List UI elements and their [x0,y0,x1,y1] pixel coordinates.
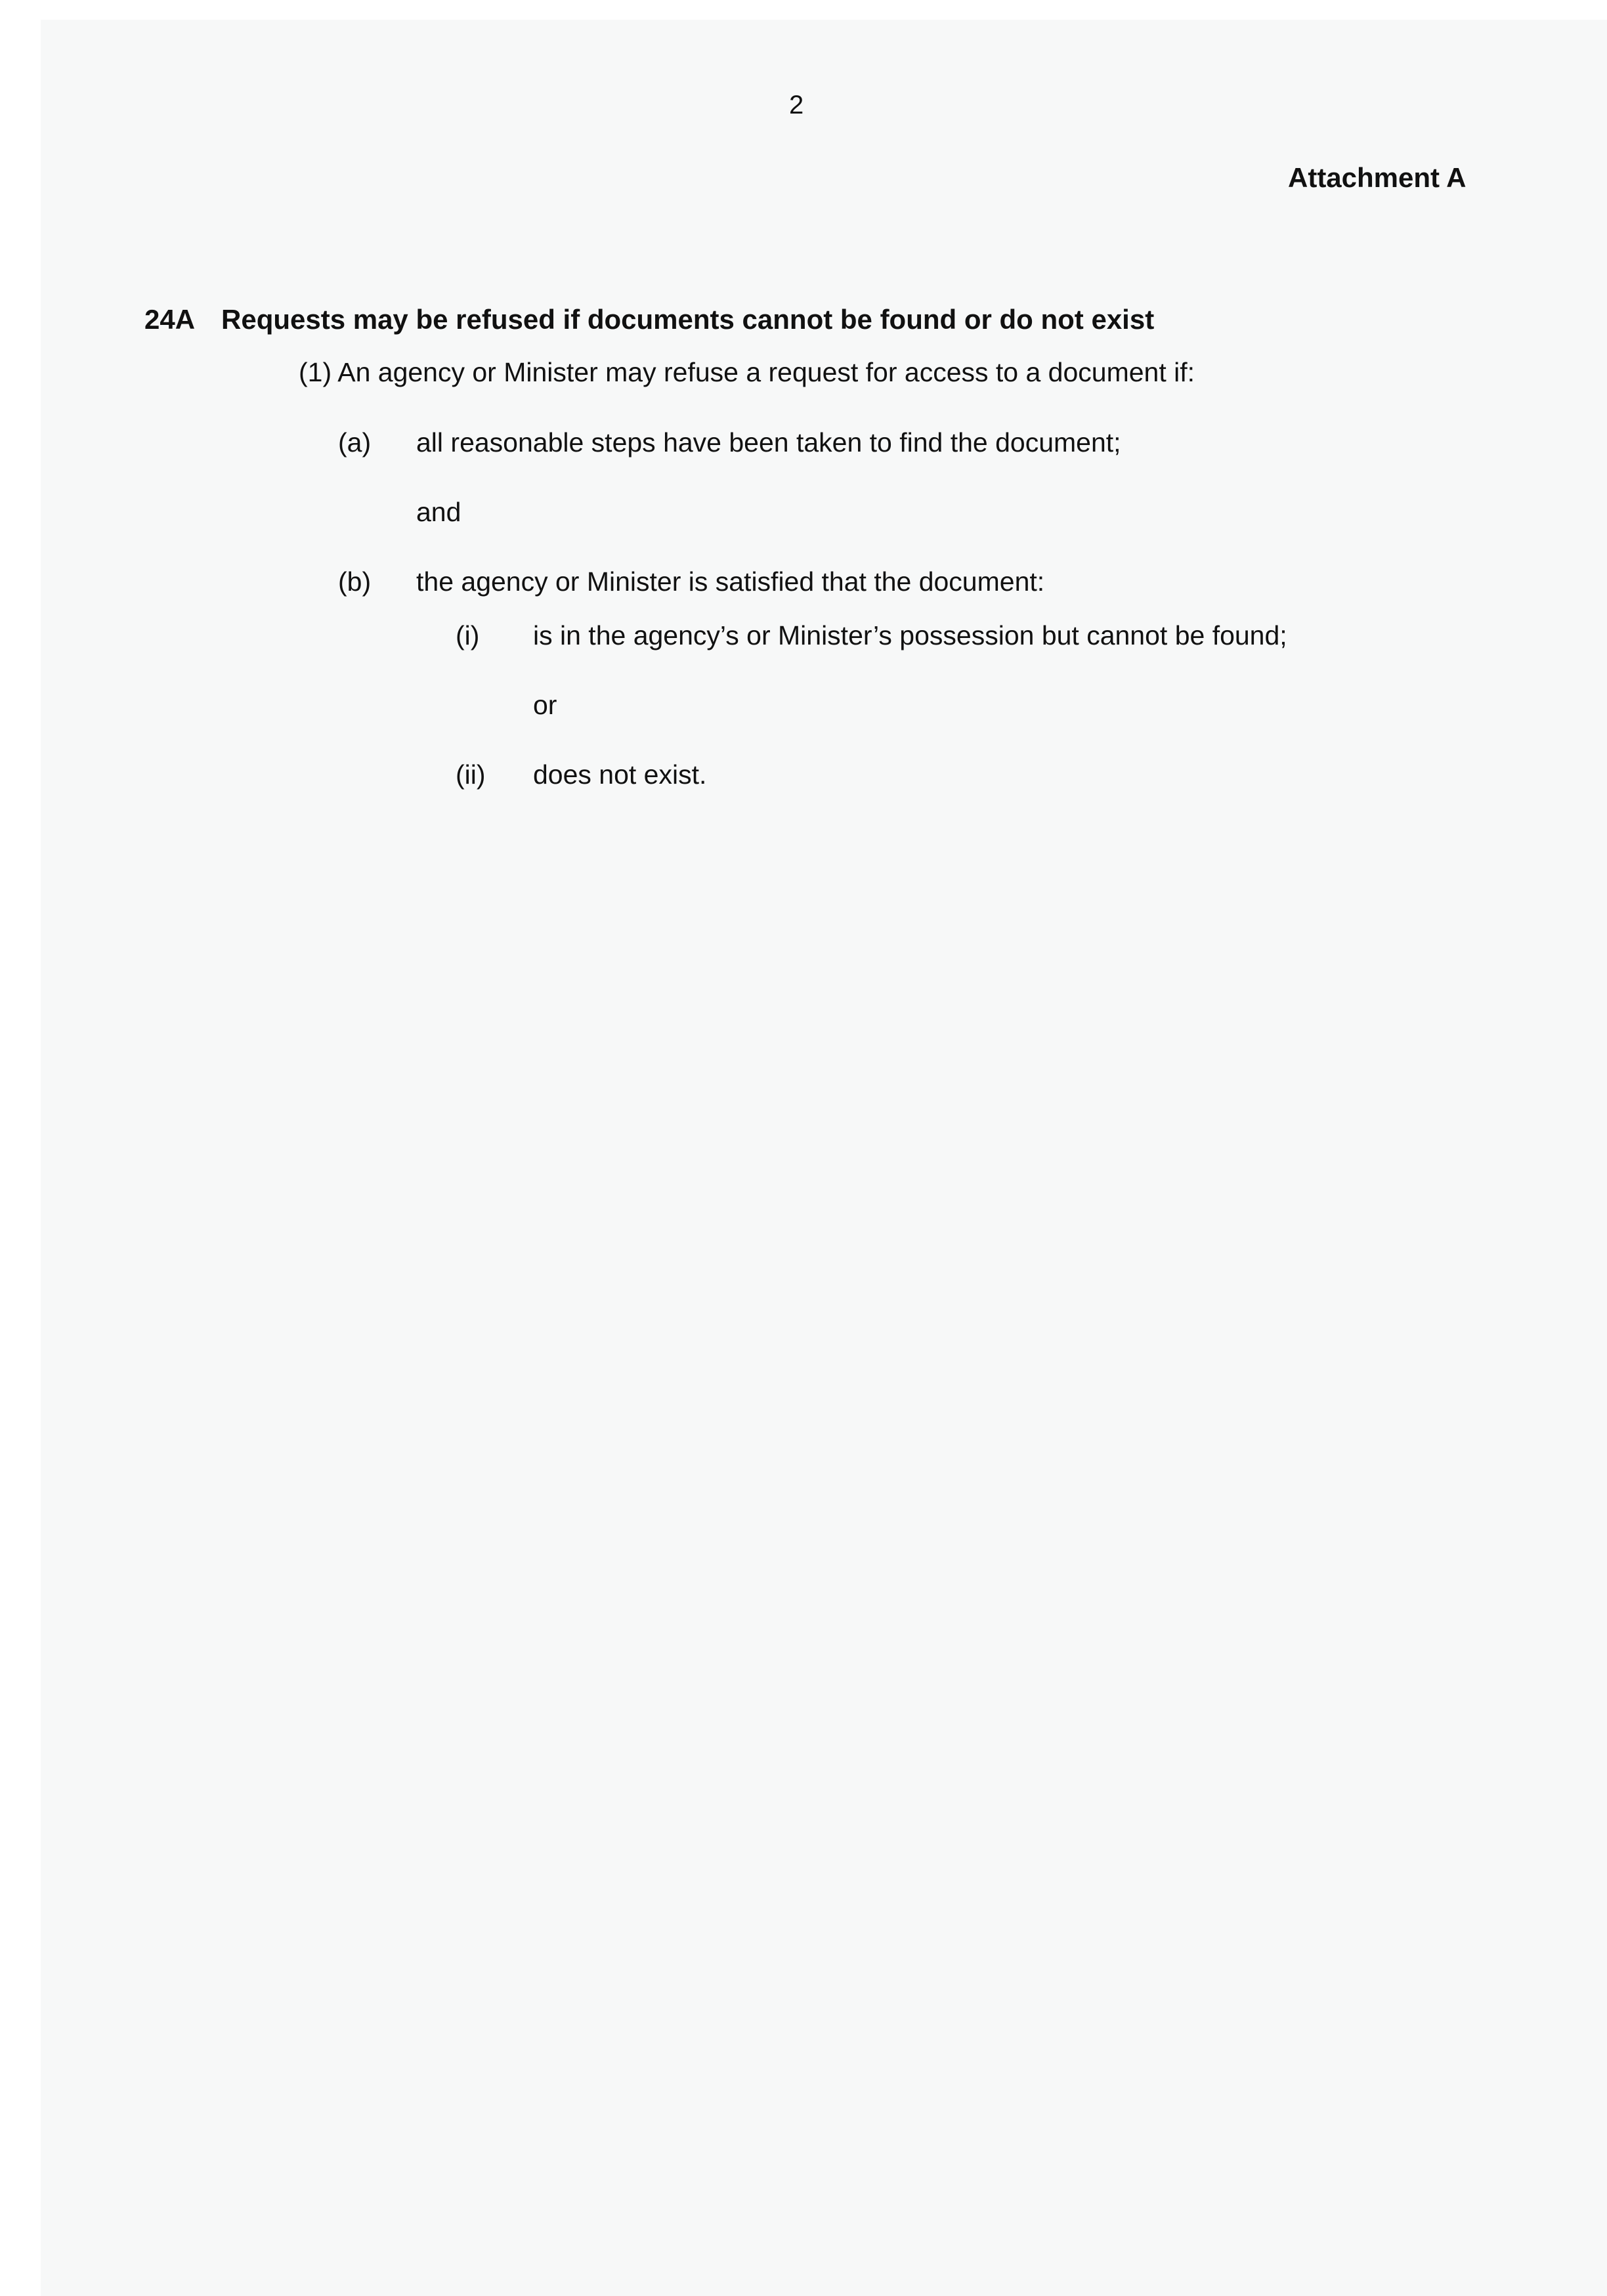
paragraph-b-text: the agency or Minister is satisfied that the document: [416,566,1045,597]
subparagraph-ii-text: does not exist. [533,759,707,790]
paragraph-a-label: (a) [338,427,372,457]
section-number: 24A [144,304,196,335]
subparagraph-i-label: (i) [456,620,480,650]
paragraph-a-text: all reasonable steps have been taken to find the document; [416,427,1121,457]
conjunction-and: and [416,497,461,527]
subparagraph-i-text: is in the agency’s or Minister’s possession but cannot be found; [533,620,1287,650]
conjunction-or: or [533,690,557,720]
document-page [41,20,1607,2296]
paragraph-b-label: (b) [338,566,372,597]
attachment-label: Attachment A [1288,162,1467,193]
subsection-1-text: (1) An agency or Minister may refuse a request for access to a document if: [299,357,1195,387]
page-number: 2 [789,91,804,119]
section-title: Requests may be refused if documents cannot be found or do not exist [221,304,1155,335]
subparagraph-ii-label: (ii) [456,759,486,790]
